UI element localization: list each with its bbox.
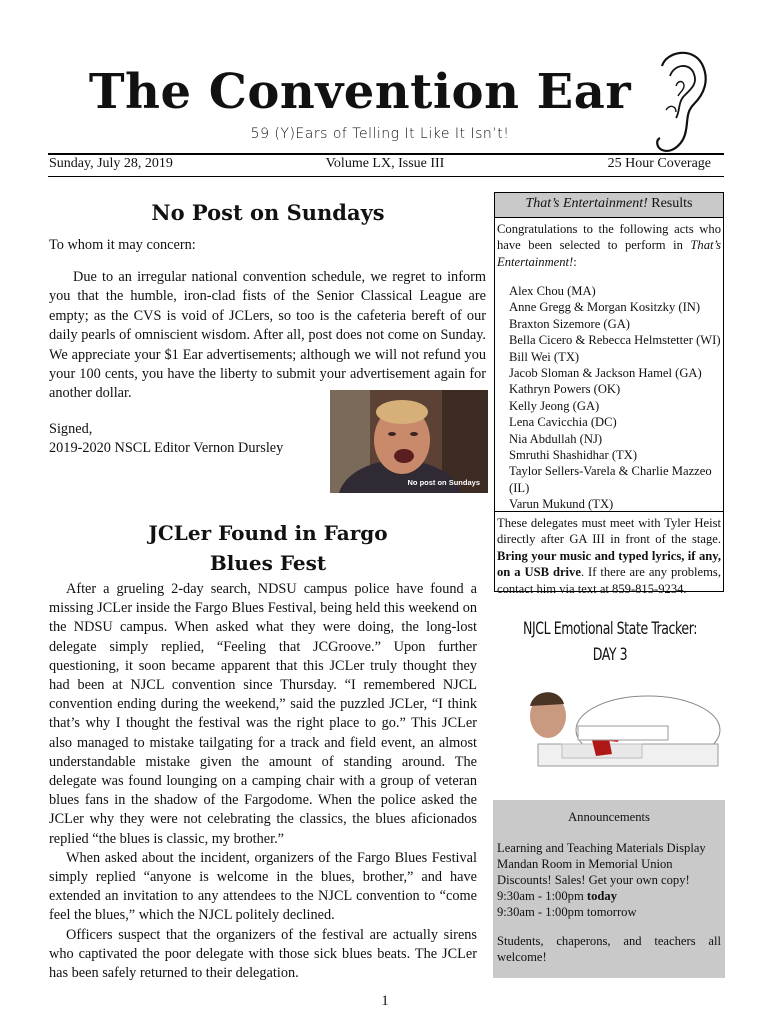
- list-item: Alex Chou (MA): [509, 284, 596, 298]
- tagline: 59 (Y)Ears of Telling It Like It Isn’t!: [250, 126, 510, 142]
- instructions-bold: Bring your music and typed lyrics, if any, on a USB drive: [497, 548, 721, 580]
- sidebar-header: [495, 193, 723, 218]
- blues-fest-story: [49, 580, 477, 983]
- article-body: Due to an irregular national convention schedule, we regret to inform you that the humble, iron-clad fists of the Senior Classical League are empty; as the CVS is void of JCLers, so too is the cafeteria bereft of our daily pearls of omniscient wisdom. After all, post does not come on Sunday. We appreciate your $1 Ear advertisements; although we will not refund you your 100 cents, you have the liberty to submit your advertisement again for another dollar.: [49, 269, 486, 402]
- announcement-time-range: 9:30am - 1:00pm: [497, 889, 587, 903]
- issue-date: Sunday, July 28, 2019: [49, 156, 173, 171]
- sidebar-instructions: [497, 515, 721, 597]
- announcement-today: today: [586, 889, 617, 903]
- sidebar-intro-text: Congratulations to the following acts who have been selected to perform in: [497, 222, 721, 253]
- announcement-line: Learning and Teaching Materials Display: [497, 841, 706, 855]
- list-item: Bella Cicero & Rebecca Helmstetter (WI): [509, 333, 721, 348]
- list-item: Smruthi Shashidhar (TX): [509, 448, 638, 463]
- headline-line-2: Blues Fest: [209, 551, 327, 575]
- acts-list: [509, 283, 721, 513]
- sidebar-intro-end: :: [573, 254, 577, 269]
- results-sidebar: [494, 192, 724, 596]
- announcements-box: [493, 800, 725, 978]
- announcement-line: 9:30am - 1:00pm tomorrow: [497, 905, 637, 919]
- signed-label: Signed,: [49, 421, 93, 437]
- instructions-text: These delegates must meet with Tyler Heist directly after GA III in front of the stage.: [497, 516, 721, 547]
- tracker-illustration: [498, 672, 726, 782]
- story-paragraph: Officers suspect that the organizers of the festival are actually sirens who captivated the poor delegate with those sick blues beats. The JCLer has been safely returned to their delegation.: [49, 926, 477, 982]
- article-headline-no-post: No Post on Sundays: [151, 200, 385, 225]
- story-paragraph: After a grueling 2-day search, NDSU campus police have found a missing JCLer inside the Fargo Blues Festival, being held this weekend on the NDSU campus. When asked what they were doing, the long-lost delegate simply replied, “Feeling that JCGroove.” Upon further questioning, it soon became apparent that this JCLer truly thought they had been at NJCL convention since Thursday. “I remembered NJCL convention ending during the weekend,” said the puzzled JCLer, “I think that’s why I thought the festival was the right place to go.” This JCLer also managed to mistake tailgating for a track and field event, an almost understandable mistake given the amount of standing around. The delegate was found lounging on a camping chair with a group of veteran blues fans in the shadow of the Fargodome. When the police asked the JCLer why they were not celebrating the classics, the blues aficionados replied “the blues is classic, my brother.”: [49, 581, 477, 847]
- newspaper-title: The Convention Ear: [88, 64, 632, 120]
- list-item: Jacob Sloman & Jackson Hamel (GA): [509, 366, 702, 381]
- signer-name: 2019-2020 NSCL Editor Vernon Dursley: [49, 440, 284, 457]
- list-item: Taylor Sellers-Varela & Charlie Mazzeo (IL): [509, 464, 712, 495]
- headline-line-1: JCLer Found in Fargo: [148, 521, 388, 545]
- list-item: Bill Wei (TX): [509, 349, 580, 364]
- list-item: Anne Gregg & Morgan Kositzky (IN): [509, 300, 701, 315]
- photo-caption: No post on Sundays: [407, 478, 480, 487]
- coverage-label: 25 Hour Coverage: [607, 156, 711, 171]
- issue-volume: Volume LX, Issue III: [325, 156, 445, 171]
- announcement-line: Discounts! Sales! Get your own copy!: [497, 873, 690, 887]
- masthead-rule: [48, 153, 724, 155]
- list-item: Lena Cavicchia (DC): [509, 415, 617, 430]
- article-photo: [330, 390, 488, 493]
- tracker-title: [520, 616, 700, 668]
- sidebar-divider: [495, 511, 723, 512]
- dateline-rule: [48, 176, 724, 177]
- list-item: Nia Abdullah (NJ): [509, 431, 603, 446]
- page-number: 1: [381, 993, 389, 1009]
- announcement-line: Mandan Room in Memorial Union: [497, 857, 673, 871]
- sidebar-header-text: Results: [647, 196, 693, 211]
- tracker-title-line-2: DAY 3: [592, 645, 628, 665]
- article-headline-blues-fest: [48, 518, 488, 578]
- announcement-line: Students, chaperons, and teachers all welcome!: [497, 934, 721, 965]
- list-item: Kelly Jeong (GA): [509, 398, 600, 413]
- list-item: Kathryn Powers (OK): [509, 382, 621, 397]
- list-item: Varun Mukund (TX): [509, 497, 614, 512]
- tracker-title-line-1: NJCL Emotional State Tracker:: [522, 619, 698, 639]
- story-paragraph: When asked about the incident, organizers of the Fargo Blues Festival simply replied “anyone is welcome in the blues, brother,” and have extended an invitation to any attendees to the NJCL convention to “come feel the blues,” which the NJCL politely declined.: [49, 849, 477, 924]
- sidebar-header-italic: That’s Entertainment!: [525, 196, 648, 211]
- list-item: Braxton Sizemore (GA): [509, 316, 631, 331]
- article-salutation: To whom it may concern:: [49, 237, 196, 253]
- sidebar-intro: [497, 221, 721, 270]
- announcement-time: [497, 888, 721, 904]
- article-signature: [49, 420, 319, 459]
- ear-icon: [648, 46, 712, 158]
- sidebar-intro-italic: That’s Entertainment!: [497, 238, 721, 269]
- instructions-contact: . If there are any problems, contact him via text at 859-815-9234.: [497, 565, 721, 596]
- announcements-title: Announcements: [568, 810, 650, 824]
